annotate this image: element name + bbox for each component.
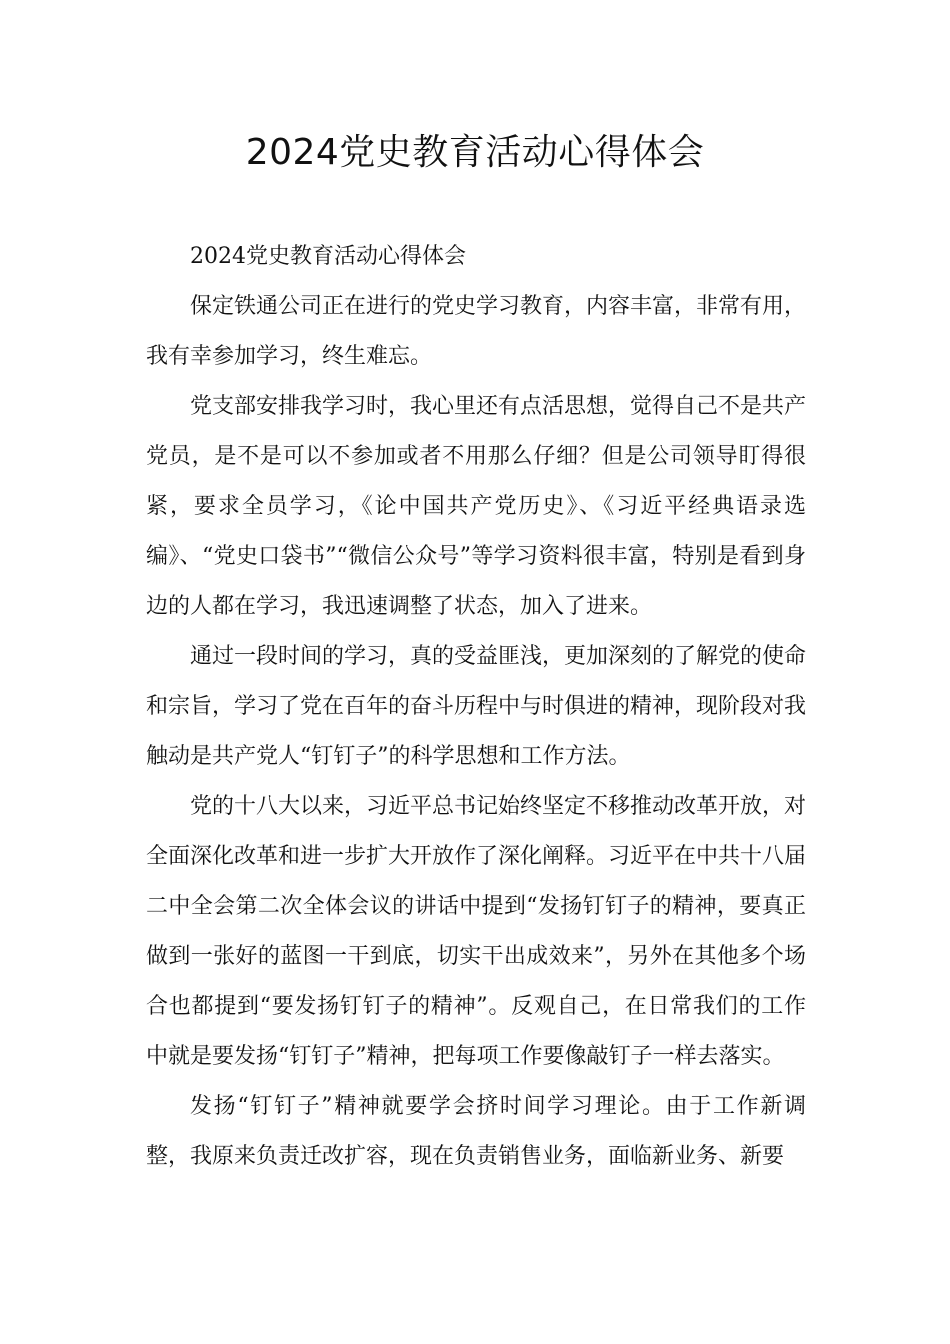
paragraph-5: 发扬“钉钉子”精神就要学会挤时间学习理论。由于工作新调整，我原来负责迁改扩容，现在负责销售业务，面临新业务、新要 — [146, 1094, 806, 1169]
paragraph-3: 通过一段时间的学习，真的受益匪浅，更加深刻的了解党的使命和宗旨，学习了党在百年的奋斗历程中与时俱进的精神，现阶段对我触动是共产党人“钉钉子”的科学思想和工作方法。 — [146, 644, 807, 769]
document-body — [146, 232, 806, 1182]
document-title: 2024党史教育活动心得体会 — [245, 132, 705, 173]
paragraph-subtitle: 2024党史教育活动心得体会 — [190, 244, 466, 269]
paragraph-2: 党支部安排我学习时，我心里还有点活思想，觉得自己不是共产党员，是不是可以不参加或者不用那么仔细？但是公司领导盯得很紧，要求全员学习，《论中国共产党历史》、《习近平经典语录选编》、“党史口袋书”“微信公众号”等学习资料很丰富，特别是看到身边的人都在学习，我迅速调整了状态，加入了进来。 — [146, 394, 807, 619]
paragraph-1: 保定铁通公司正在进行的党史学习教育，内容丰富，非常有用，我有幸参加学习，终生难忘。 — [146, 294, 807, 369]
paragraph-4: 党的十八大以来，习近平总书记始终坚定不移推动改革开放，对全面深化改革和进一步扩大开放作了深化阐释。习近平在中共十八届二中全会第二次全体会议的讲话中提到“发扬钉钉子的精神，要真正做到一张好的蓝图一干到底，切实干出成效来”，另外在其他多个场合也都提到“要发扬钉钉子的精神”。反观自己，在日常我们的工作中就是要发扬“钉钉子”精神，把每项工作要像敲钉子一样去落实。 — [146, 794, 807, 1069]
